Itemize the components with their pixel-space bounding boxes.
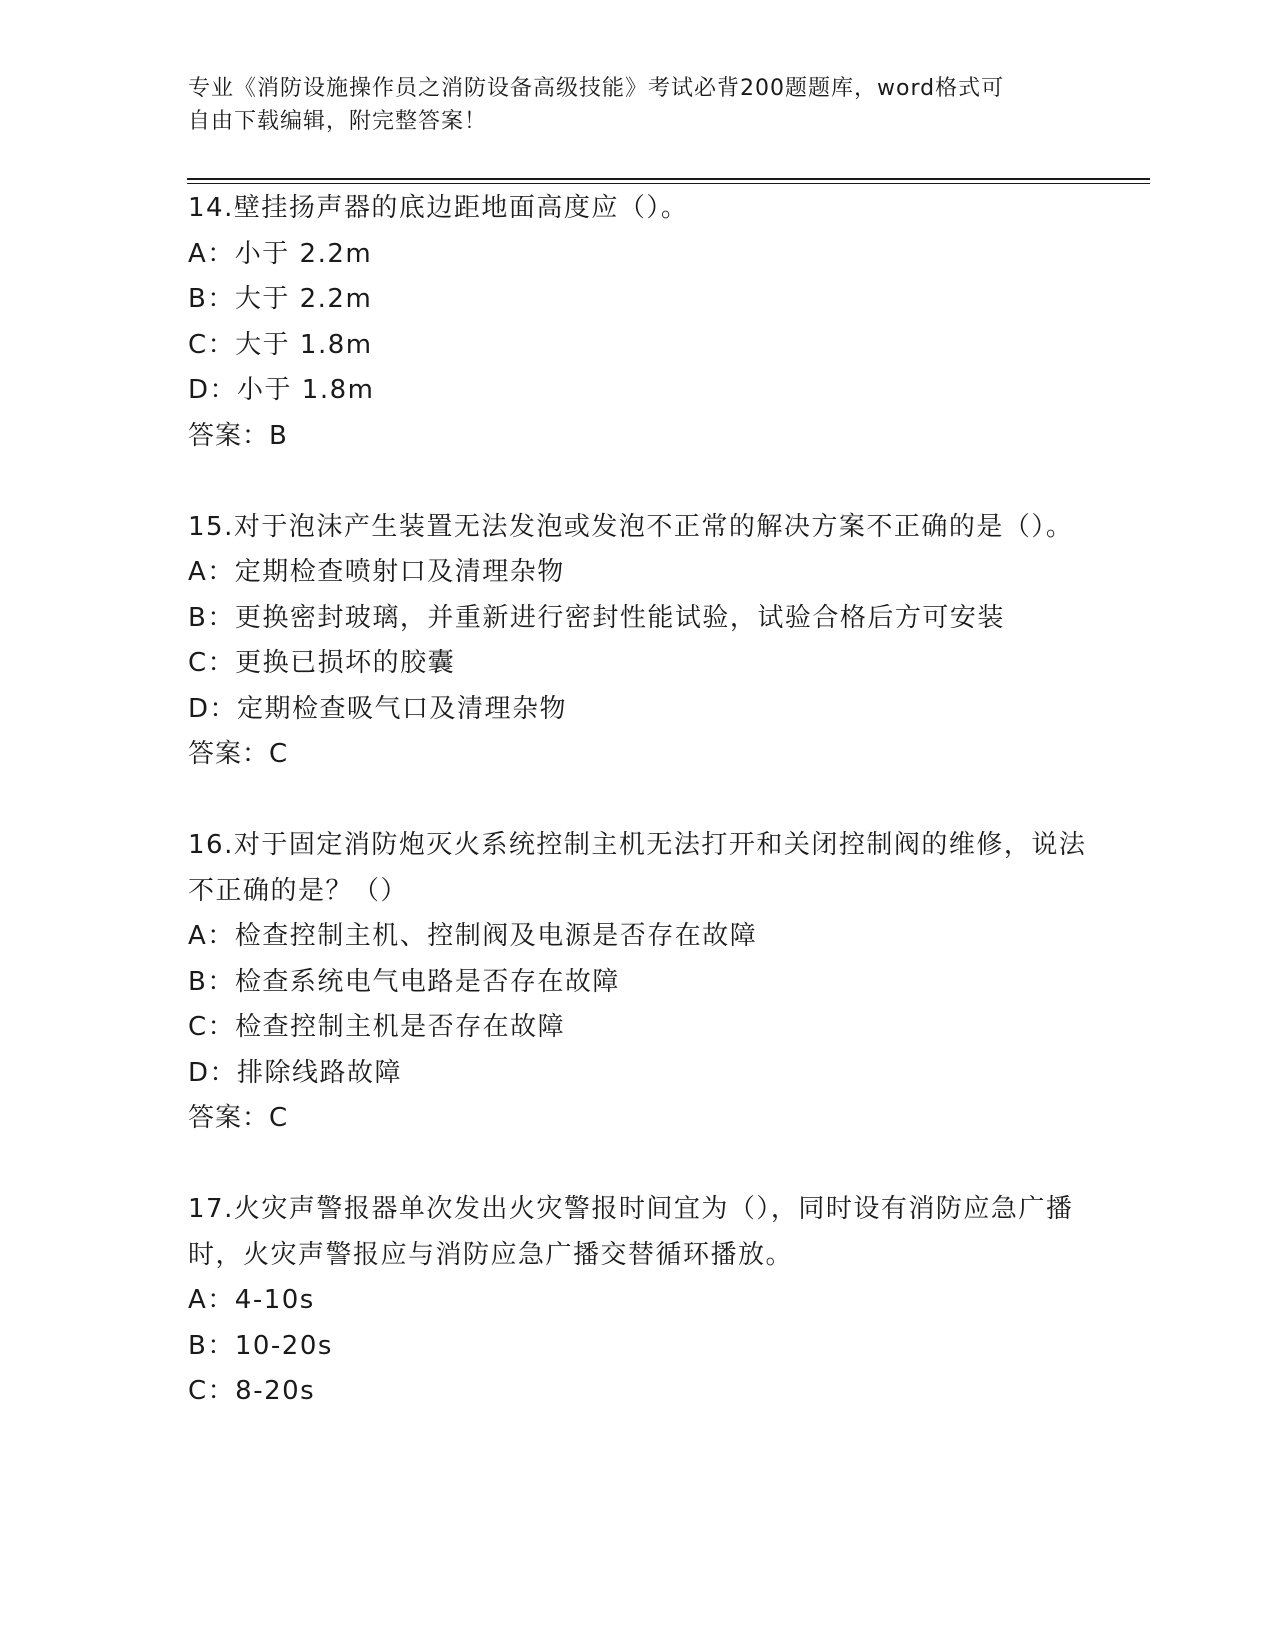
option-a: A：检查控制主机、控制阀及电源是否存在故障 (188, 921, 758, 951)
question-spacer (188, 459, 1088, 505)
option-b: B：更换密封玻璃，并重新进行密封性能试验，试验合格后方可安装 (188, 602, 1005, 633)
option-c: C：大于 1.8m (188, 329, 373, 360)
document-header (188, 72, 1068, 138)
question-spacer (188, 778, 1088, 824)
question-list (188, 186, 1088, 1415)
option-b: B：大于 2.2m (188, 284, 373, 314)
question-17 (188, 1187, 1088, 1415)
question-spacer (188, 1142, 1088, 1188)
option-a: A：小于 2.2m (188, 238, 373, 269)
question-text: 17.火灾声警报器单次发出火灾警报时间宜为（），同时设有消防应急广播时，火灾声警报应与消防应急广播交替循环播放。 (188, 1194, 1074, 1270)
question-text: 16.对于固定消防炮灭火系统控制主机无法打开和关闭控制阀的维修，说法不正确的是？（） (188, 830, 1087, 906)
header-divider-thick (187, 178, 1150, 180)
option-a: A：定期检查喷射口及清理杂物 (188, 557, 565, 587)
option-b: B：10-20s (188, 1330, 333, 1361)
answer: 答案：C (188, 739, 289, 769)
answer: 答案：C (188, 1103, 289, 1133)
option-d: D：定期检查吸气口及清理杂物 (188, 693, 568, 724)
header-divider-thin (187, 183, 1150, 184)
header-line-2: 自由下载编辑，附完整答案！ (188, 109, 488, 134)
option-d: D：小于 1.8m (188, 375, 375, 405)
option-d: D：排除线路故障 (188, 1057, 403, 1088)
question-15 (188, 505, 1088, 778)
question-text: 14.壁挂扬声器的底边距地面高度应（）。 (188, 193, 689, 223)
answer: 答案：B (188, 420, 288, 451)
option-c: C：检查控制主机是否存在故障 (188, 1012, 566, 1042)
header-line-1: 专业《消防设施操作员之消防设备高级技能》考试必背200题题库，word格式可 (188, 76, 1005, 101)
option-c: C：8-20s (188, 1376, 316, 1406)
question-16 (188, 823, 1088, 1142)
option-b: B：检查系统电气电路是否存在故障 (188, 966, 620, 997)
question-14 (188, 186, 1088, 459)
option-a: A：4-10s (188, 1285, 315, 1315)
question-text: 15.对于泡沫产生装置无法发泡或发泡不正常的解决方案不正确的是（）。 (188, 511, 1074, 542)
option-c: C：更换已损坏的胶囊 (188, 648, 456, 678)
